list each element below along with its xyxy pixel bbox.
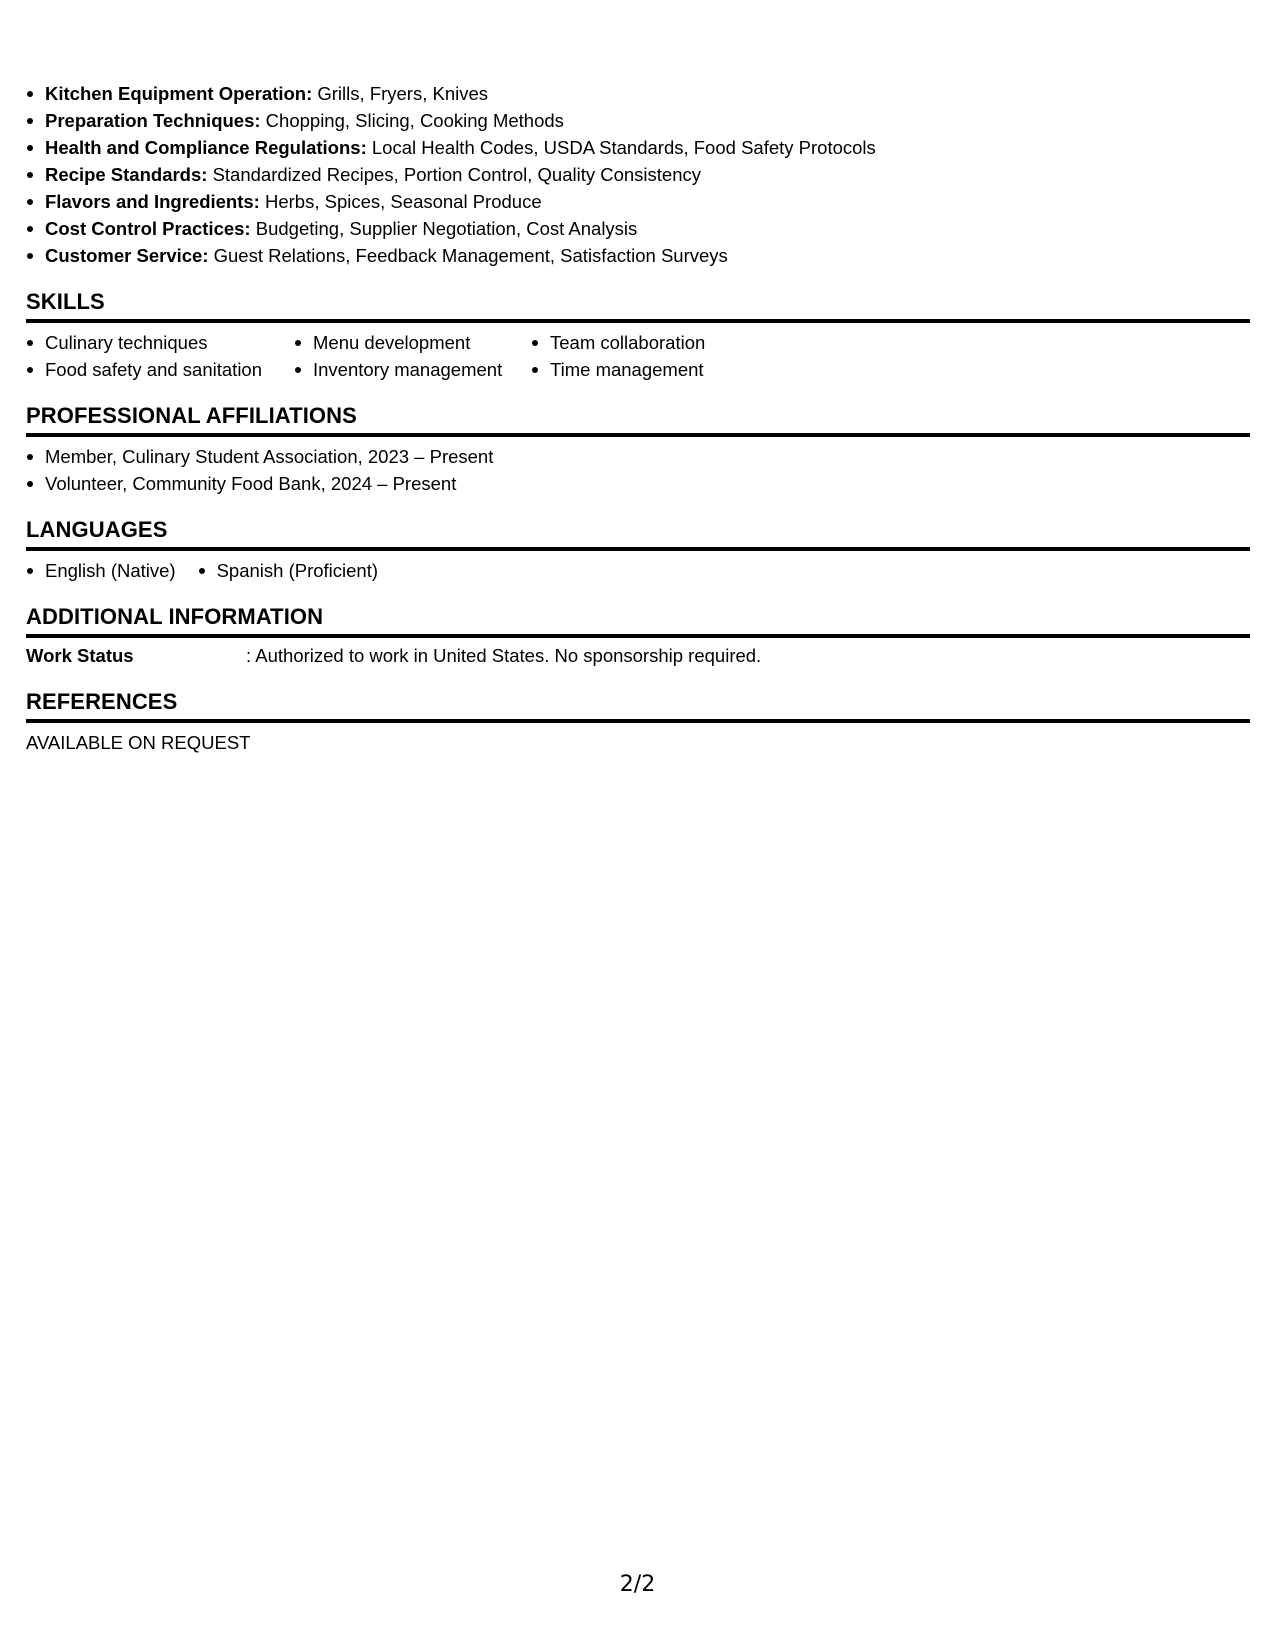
affiliations-list [26, 443, 1250, 497]
languages-section [26, 517, 1250, 584]
work-status-label: Work Status [26, 645, 134, 666]
section-heading: LANGUAGES [26, 517, 1250, 551]
competency-text: Grills, Fryers, Knives [312, 83, 489, 104]
section-heading: ADDITIONAL INFORMATION [26, 604, 1250, 638]
competency-text: Standardized Recipes, Portion Control, Quality Consistency [207, 164, 702, 185]
skill-item: Menu development [294, 329, 531, 356]
competency-label: Cost Control Practices: [45, 218, 251, 239]
competency-text: Budgeting, Supplier Negotiation, Cost Analysis [250, 218, 638, 239]
competency-text: Herbs, Spices, Seasonal Produce [259, 191, 542, 212]
skills-column [26, 329, 294, 383]
competency-label: Customer Service: [45, 245, 209, 266]
list-item [26, 107, 1250, 134]
section-heading: REFERENCES [26, 689, 1250, 723]
additional-info-section [26, 604, 1250, 669]
work-status-row [26, 642, 1250, 669]
list-item [26, 134, 1250, 161]
competency-label: Kitchen Equipment Operation: [45, 83, 313, 104]
competency-label: Preparation Techniques: [45, 110, 261, 131]
page-number: 2/2 [619, 1572, 656, 1597]
section-heading: PROFESSIONAL AFFILIATIONS [26, 403, 1250, 437]
competencies-list [26, 80, 1250, 269]
competency-text: Local Health Codes, USDA Standards, Food Safety Protocols [366, 137, 876, 158]
list-item [26, 80, 1250, 107]
skill-item: Inventory management [294, 356, 531, 383]
competency-label: Flavors and Ingredients: [45, 191, 260, 212]
work-status-value: : Authorized to work in United States. No sponsorship required. [246, 645, 762, 666]
affiliations-section [26, 403, 1250, 497]
affiliation-item: Member, Culinary Student Association, 2023 – Present [26, 443, 1250, 470]
competency-text: Chopping, Slicing, Cooking Methods [260, 110, 564, 131]
references-section [26, 689, 1250, 756]
skill-item: Food safety and sanitation [26, 356, 294, 383]
affiliation-item: Volunteer, Community Food Bank, 2024 – Present [26, 470, 1250, 497]
language-item: English (Native) [26, 557, 176, 584]
resume-page [26, 80, 1250, 756]
skill-item: Time management [531, 356, 751, 383]
skills-column [294, 329, 531, 383]
list-item [26, 215, 1250, 242]
languages-list [26, 557, 1250, 584]
references-text: AVAILABLE ON REQUEST [26, 732, 251, 753]
competency-text: Guest Relations, Feedback Management, Satisfaction Surveys [208, 245, 728, 266]
list-item [26, 188, 1250, 215]
competency-label: Health and Compliance Regulations: [45, 137, 367, 158]
skills-section [26, 289, 1250, 383]
list-item [26, 242, 1250, 269]
list-item [26, 161, 1250, 188]
competency-label: Recipe Standards: [45, 164, 208, 185]
skill-item: Team collaboration [531, 329, 751, 356]
skill-item: Culinary techniques [26, 329, 294, 356]
skills-grid [26, 329, 1250, 383]
language-item: Spanish (Proficient) [198, 557, 378, 584]
skills-column [531, 329, 751, 383]
section-heading: SKILLS [26, 289, 1250, 323]
